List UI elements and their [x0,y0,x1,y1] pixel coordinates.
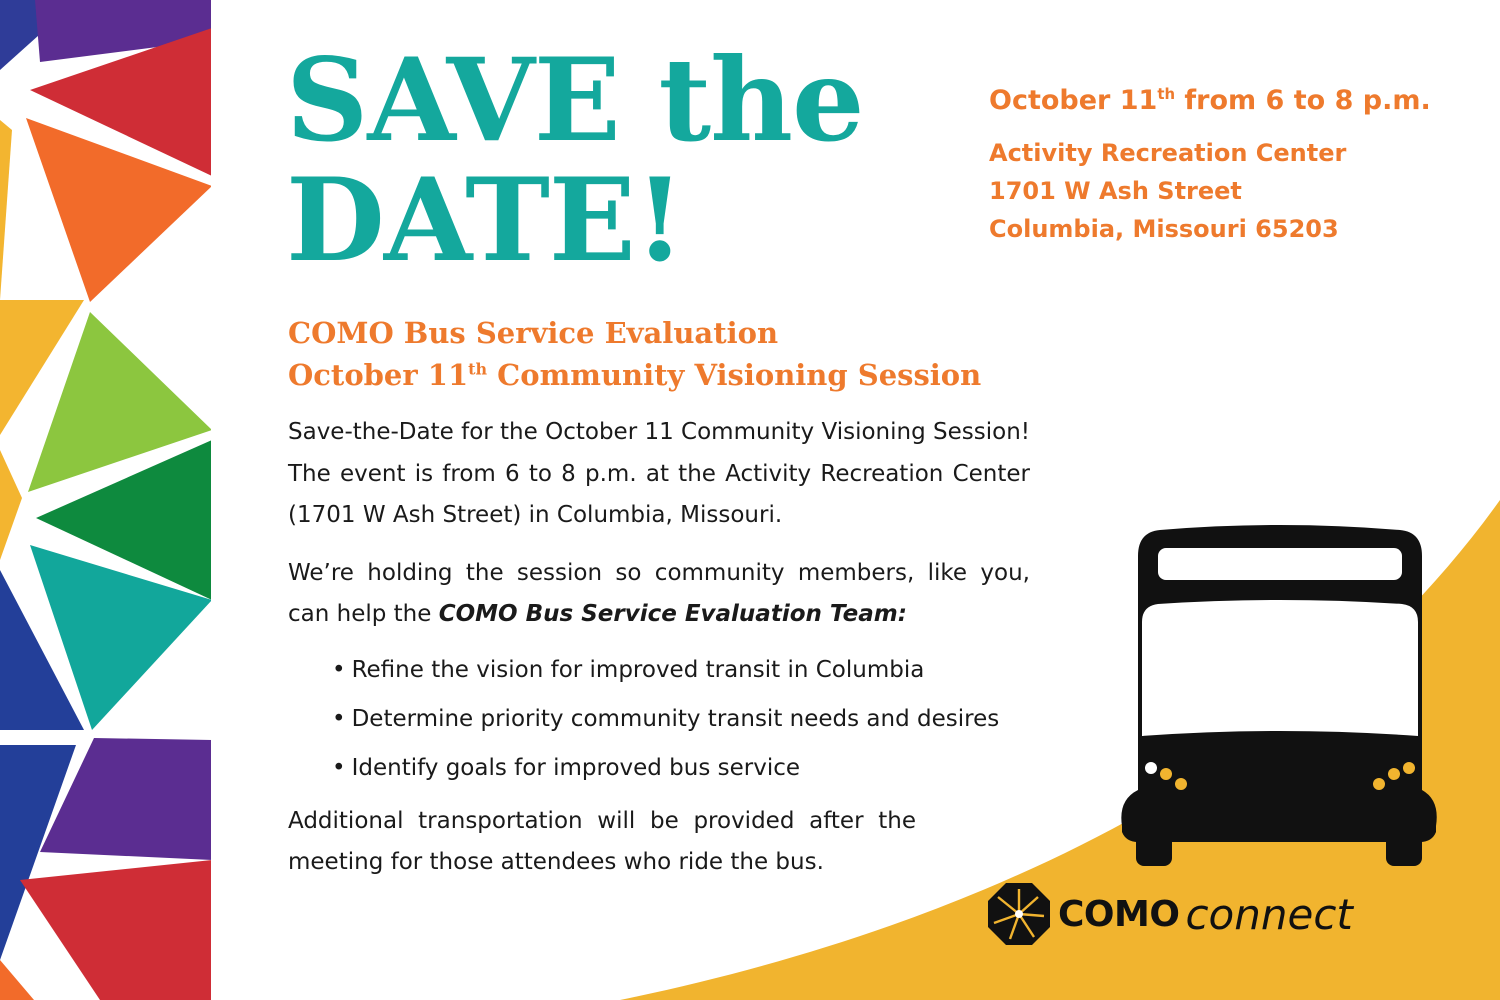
triangle-border [0,0,212,1000]
subheading-date: October 11 [288,358,469,392]
comoconnect-logo [986,878,1353,950]
event-date-time [989,82,1431,120]
event-details [989,82,1431,248]
event-address-line: 1701 W Ash Street [989,177,1242,205]
purpose-lead: We’re holding the session so community members, like you, can help the [288,559,1030,627]
team-name: COMO Bus Service Evaluation Team: [438,601,907,627]
list-item: • Refine the vision for improved transit in Columbia [332,646,1030,695]
subheading-line-2 [288,354,981,396]
bus-icon [1121,525,1436,866]
subheading-title: Community Visioning Session [487,358,982,392]
session-subheading [288,312,981,396]
intro-paragraph: Save-the-Date for the October 11 Community Visioning Session! The event is from 6 to 8 p.m. at the Activity Recreation Center (1701 W Ash Street) in Columbia, Missouri. [288,419,1030,528]
event-date-ordinal: th [1157,85,1176,103]
logo-connect-text: connect [1185,889,1353,939]
page-title [286,33,864,287]
comoconnect-logo-icon [986,881,1052,947]
subheading-line-1: COMO Bus Service Evaluation [288,316,779,350]
purpose-paragraph [288,553,1030,636]
list-item: • Identify goals for improved bus service [332,744,1030,793]
headline-line-2: DATE! [286,153,684,287]
logo-como-text: COMO [1058,893,1180,935]
event-date: October 11 [989,85,1158,116]
list-item: • Determine priority community transit needs and desires [332,695,1030,744]
event-address-line: Activity Recreation Center [989,139,1347,167]
goals-list [288,646,1030,793]
subheading-ordinal: th [468,359,488,379]
transportation-note: Additional transportation will be provided after the meeting for those attendees who ride the bus. [288,807,916,875]
event-address-line: Columbia, Missouri 65203 [989,215,1339,243]
event-time: from 6 to 8 p.m. [1175,85,1431,116]
body-copy [288,412,1030,884]
headline-line-1: SAVE the [286,33,864,167]
